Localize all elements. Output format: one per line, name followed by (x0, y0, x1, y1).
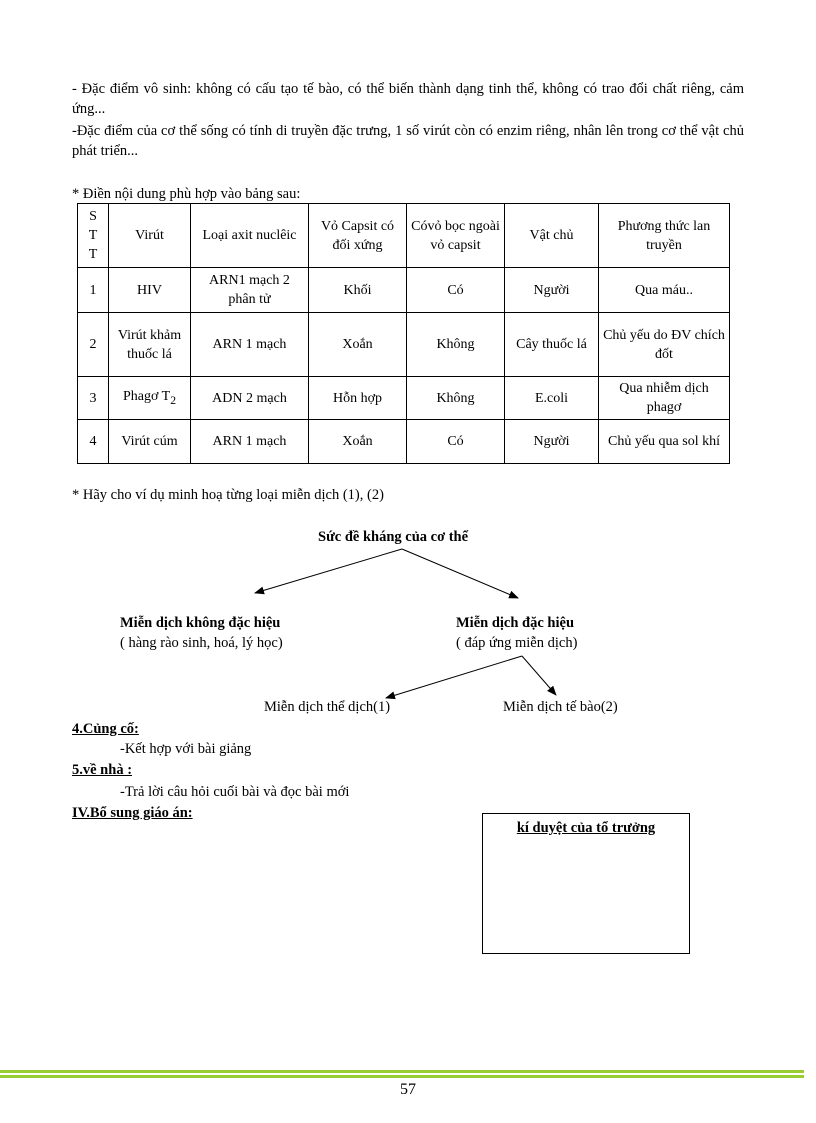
diagram-right-title: Miễn dịch đặc hiệu (456, 615, 575, 631)
consolidate-text: -Kết hợp với bài giảng (120, 741, 252, 757)
intro-paragraph-2: -Đặc điểm của cơ thể sống có tính di truyền đặc trưng, 1 số virút còn có enzim riêng, nhân lên trong cơ thể vật chủ phát triển... (72, 123, 744, 159)
table-row (78, 268, 730, 313)
table-cell: 3 (78, 377, 109, 420)
homework-text: -Trả lời câu hỏi cuối bài và đọc bài mới (120, 784, 350, 800)
table-cell: ADN 2 mạch (191, 377, 309, 420)
table-cell: Không (407, 377, 505, 420)
table-cell: Chủ yếu qua sol khí (599, 420, 730, 464)
arrow-root-to-right (402, 549, 518, 598)
table-cell: Qua nhiễm dịch phagơ (599, 377, 730, 420)
arrow-specific-to-cellular (522, 656, 556, 695)
table-row (78, 313, 730, 377)
header-cell-transmission: Phương thức lan truyền (599, 204, 730, 268)
table-cell: Có (407, 420, 505, 464)
table-cell: ARN 1 mạch (191, 313, 309, 377)
table-cell: Qua máu.. (599, 268, 730, 313)
header-cell-capsid: Vỏ Capsit có đối xứng (309, 204, 407, 268)
table-cell: Người (505, 268, 599, 313)
consolidate-heading: 4.Củng cố: (72, 721, 139, 737)
table-cell: 1 (78, 268, 109, 313)
diagram-left-subtitle: ( hàng rào sinh, hoá, lý học) (120, 635, 283, 651)
table-cell: 2 (78, 313, 109, 377)
page-number: 57 (400, 1081, 416, 1098)
example-prompt: * Hãy cho ví dụ minh hoạ từng loại miễn dịch (1), (2) (72, 487, 384, 503)
phage-subscript: 2 (170, 393, 177, 407)
diagram-left-title: Miễn dịch không đặc hiệu (120, 615, 281, 631)
table-cell: Khối (309, 268, 407, 313)
table-cell: Cây thuốc lá (505, 313, 599, 377)
diagram-leaf-cellular: Miễn dịch tế bào(2) (503, 699, 618, 715)
diagram-root: Sức đề kháng của cơ thể (318, 529, 469, 545)
table-cell: HIV (109, 268, 191, 313)
table-cell (109, 377, 191, 420)
approval-sign-title: kí duyệt của tổ trưởng (516, 820, 656, 836)
table-cell: Hỗn hợp (309, 377, 407, 420)
diagram-leaf-humoral: Miễn dịch thể dịch(1) (264, 699, 391, 715)
approval-sign-box (482, 813, 690, 954)
table-cell: Xoắn (309, 420, 407, 464)
arrow-root-to-left (255, 549, 402, 593)
table-instruction: * Điền nội dung phù hợp vào bảng sau: (72, 186, 301, 202)
table-header-row (78, 204, 730, 268)
header-cell-nucleic-acid: Loại axit nuclêic (191, 204, 309, 268)
supplement-heading: IV.Bổ sung giáo án: (72, 805, 193, 821)
footer-divider (0, 1070, 804, 1073)
virus-table (77, 203, 730, 464)
table-cell: 4 (78, 420, 109, 464)
homework-heading: 5.về nhà : (72, 762, 133, 778)
intro-paragraph-1: - Đặc điểm vô sinh: không có cấu tạo tế bào, có thể biến thành dạng tinh thể, không có trao đổi chất riêng, cảm ứng... (72, 81, 744, 117)
diagram-right-subtitle: ( đáp ứng miễn dịch) (456, 635, 578, 651)
table-cell: Người (505, 420, 599, 464)
header-cell-virus: Virút (109, 204, 191, 268)
table-cell: ARN 1 mạch (191, 420, 309, 464)
phage-name: Phagơ $T_2$ (122, 388, 177, 407)
header-cell-host: Vật chủ (505, 204, 599, 268)
table-cell: Xoắn (309, 313, 407, 377)
table-row (78, 377, 730, 420)
table-cell: Không (407, 313, 505, 377)
arrow-specific-to-humoral (386, 656, 522, 698)
table-cell: ARN1 mạch 2 phân tử (191, 268, 309, 313)
table-cell: Virút khảm thuốc lá (109, 313, 191, 377)
table-cell: Virút cúm (109, 420, 191, 464)
table-cell: E.coli (505, 377, 599, 420)
header-cell-stt: S T T (78, 204, 109, 268)
table-row (78, 420, 730, 464)
table-cell: Có (407, 268, 505, 313)
header-cell-envelope: Cóvỏ bọc ngoài vỏ capsit (407, 204, 505, 268)
table-cell: Chủ yếu do ĐV chích đốt (599, 313, 730, 377)
footer-divider (0, 1075, 804, 1078)
